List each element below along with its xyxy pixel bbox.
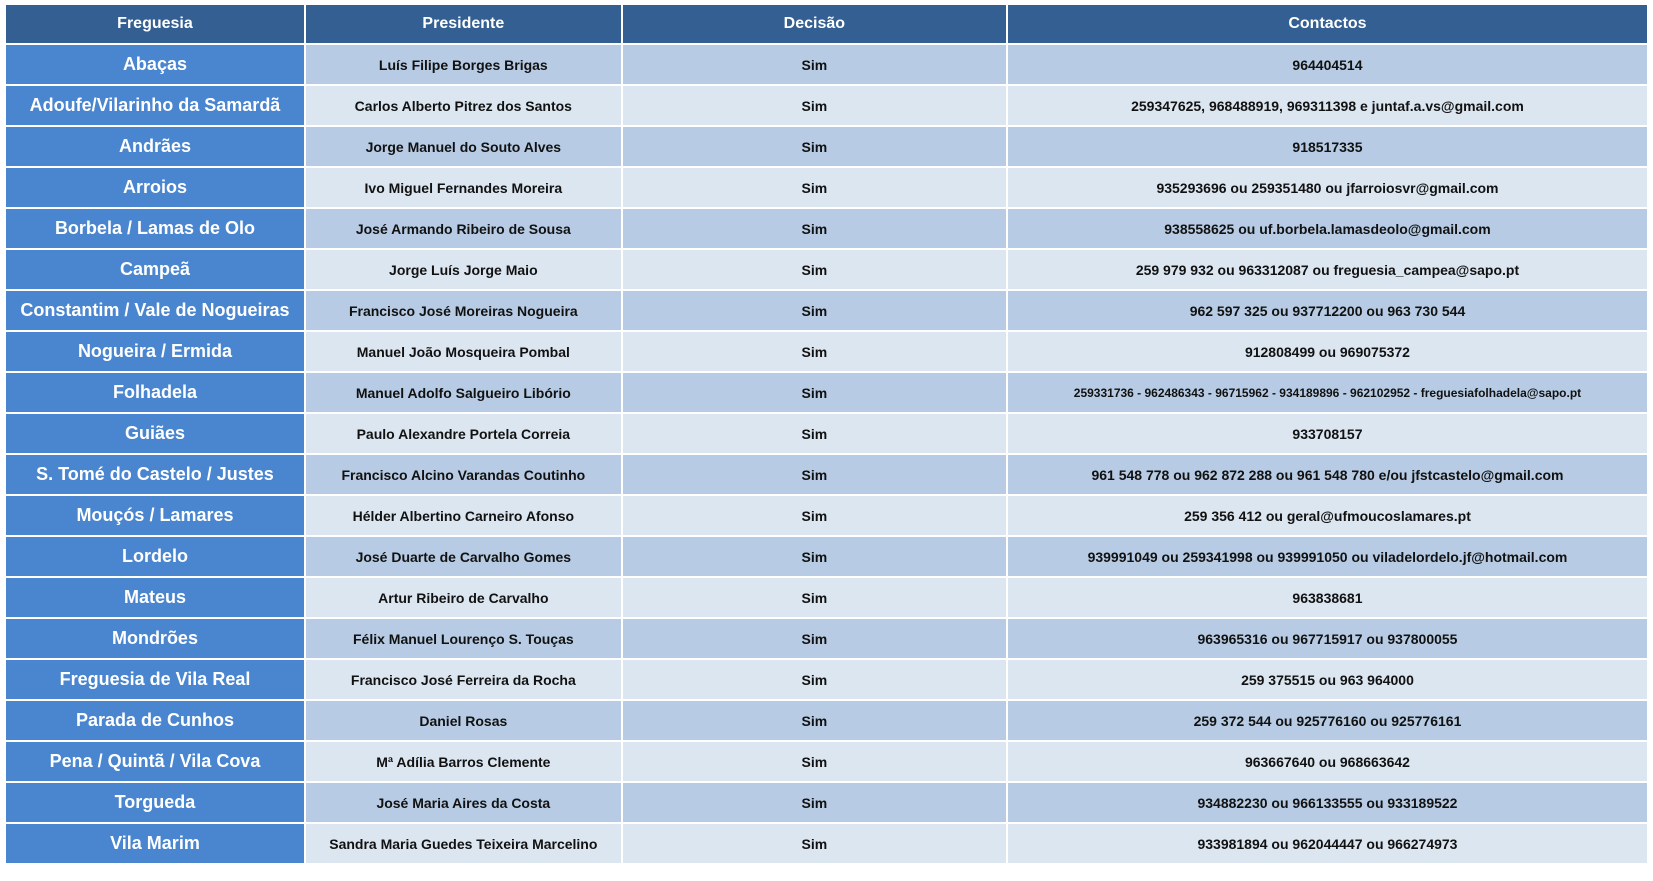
presidente-cell: Paulo Alexandre Portela Correia: [306, 414, 621, 453]
freguesia-cell: Lordelo: [6, 537, 304, 576]
decisao-cell: Sim: [623, 619, 1006, 658]
decisao-cell: Sim: [623, 86, 1006, 125]
freguesia-cell: Abaças: [6, 45, 304, 84]
freguesia-cell: Mouçós / Lamares: [6, 496, 304, 535]
decisao-cell: Sim: [623, 537, 1006, 576]
table-row: [6, 291, 1647, 330]
contactos-cell: 962 597 325 ou 937712200 ou 963 730 544: [1008, 291, 1647, 330]
decisao-cell: Sim: [623, 496, 1006, 535]
freguesia-cell: Campeã: [6, 250, 304, 289]
freguesia-cell: Vila Marim: [6, 824, 304, 863]
header-decisao: Decisão: [623, 5, 1006, 43]
presidente-cell: Ivo Miguel Fernandes Moreira: [306, 168, 621, 207]
table-row: [6, 742, 1647, 781]
contactos-cell: 933708157: [1008, 414, 1647, 453]
header-freguesia: Freguesia: [6, 5, 304, 43]
freguesia-cell: Pena / Quintã / Vila Cova: [6, 742, 304, 781]
decisao-cell: Sim: [623, 660, 1006, 699]
contactos-cell: 259331736 - 962486343 - 96715962 - 934189896 - 962102952 - freguesiafolhadela@sapo.pt: [1008, 373, 1647, 412]
table-row: [6, 209, 1647, 248]
decisao-cell: Sim: [623, 168, 1006, 207]
table-row: [6, 168, 1647, 207]
table-row: [6, 45, 1647, 84]
presidente-cell: Hélder Albertino Carneiro Afonso: [306, 496, 621, 535]
table-row: [6, 824, 1647, 863]
table-row: [6, 332, 1647, 371]
table-row: [6, 619, 1647, 658]
presidente-cell: Jorge Luís Jorge Maio: [306, 250, 621, 289]
presidente-cell: Manuel Adolfo Salgueiro Libório: [306, 373, 621, 412]
decisao-cell: Sim: [623, 45, 1006, 84]
presidente-cell: Francisco José Moreiras Nogueira: [306, 291, 621, 330]
decisao-cell: Sim: [623, 373, 1006, 412]
presidente-cell: Jorge Manuel do Souto Alves: [306, 127, 621, 166]
contactos-cell: 918517335: [1008, 127, 1647, 166]
freguesia-cell: Parada de Cunhos: [6, 701, 304, 740]
contactos-cell: 259 356 412 ou geral@ufmoucoslamares.pt: [1008, 496, 1647, 535]
contactos-cell: 963667640 ou 968663642: [1008, 742, 1647, 781]
decisao-cell: Sim: [623, 783, 1006, 822]
presidente-cell: Francisco Alcino Varandas Coutinho: [306, 455, 621, 494]
decisao-cell: Sim: [623, 701, 1006, 740]
decisao-cell: Sim: [623, 332, 1006, 371]
presidente-cell: Carlos Alberto Pitrez dos Santos: [306, 86, 621, 125]
presidente-cell: Daniel Rosas: [306, 701, 621, 740]
table-row: [6, 537, 1647, 576]
contactos-cell: 259 372 544 ou 925776160 ou 925776161: [1008, 701, 1647, 740]
presidente-cell: Francisco José Ferreira da Rocha: [306, 660, 621, 699]
freguesia-cell: Borbela / Lamas de Olo: [6, 209, 304, 248]
decisao-cell: Sim: [623, 291, 1006, 330]
table-row: [6, 373, 1647, 412]
contactos-cell: 935293696 ou 259351480 ou jfarroiosvr@gmail.com: [1008, 168, 1647, 207]
contactos-cell: 961 548 778 ou 962 872 288 ou 961 548 780 e/ou jfstcastelo@gmail.com: [1008, 455, 1647, 494]
presidente-cell: José Armando Ribeiro de Sousa: [306, 209, 621, 248]
contactos-cell: 934882230 ou 966133555 ou 933189522: [1008, 783, 1647, 822]
presidente-cell: Manuel João Mosqueira Pombal: [306, 332, 621, 371]
contactos-cell: 964404514: [1008, 45, 1647, 84]
table-row: [6, 86, 1647, 125]
presidente-cell: Félix Manuel Lourenço S. Touças: [306, 619, 621, 658]
table-row: [6, 250, 1647, 289]
contactos-cell: 912808499 ou 969075372: [1008, 332, 1647, 371]
table-row: [6, 660, 1647, 699]
decisao-cell: Sim: [623, 742, 1006, 781]
presidente-cell: Sandra Maria Guedes Teixeira Marcelino: [306, 824, 621, 863]
table-row: [6, 455, 1647, 494]
table-row: [6, 127, 1647, 166]
decisao-cell: Sim: [623, 209, 1006, 248]
freguesia-cell: Nogueira / Ermida: [6, 332, 304, 371]
presidente-cell: José Maria Aires da Costa: [306, 783, 621, 822]
table-row: [6, 783, 1647, 822]
presidente-cell: Mª Adília Barros Clemente: [306, 742, 621, 781]
freguesia-cell: Mondrões: [6, 619, 304, 658]
decisao-cell: Sim: [623, 455, 1006, 494]
freguesia-cell: Torgueda: [6, 783, 304, 822]
decisao-cell: Sim: [623, 578, 1006, 617]
table-row: [6, 578, 1647, 617]
freguesia-cell: Andrães: [6, 127, 304, 166]
contactos-cell: 963838681: [1008, 578, 1647, 617]
decisao-cell: Sim: [623, 250, 1006, 289]
contactos-cell: 259 375515 ou 963 964000: [1008, 660, 1647, 699]
freguesia-cell: Mateus: [6, 578, 304, 617]
decisao-cell: Sim: [623, 414, 1006, 453]
freguesia-cell: Adoufe/Vilarinho da Samardã: [6, 86, 304, 125]
decisao-cell: Sim: [623, 127, 1006, 166]
table-row: [6, 414, 1647, 453]
presidente-cell: Luís Filipe Borges Brigas: [306, 45, 621, 84]
contactos-cell: 963965316 ou 967715917 ou 937800055: [1008, 619, 1647, 658]
freguesia-cell: S. Tomé do Castelo / Justes: [6, 455, 304, 494]
presidente-cell: José Duarte de Carvalho Gomes: [306, 537, 621, 576]
header-row: [6, 5, 1647, 43]
table-row: [6, 496, 1647, 535]
freguesia-cell: Freguesia de Vila Real: [6, 660, 304, 699]
contactos-cell: 939991049 ou 259341998 ou 939991050 ou viladelordelo.jf@hotmail.com: [1008, 537, 1647, 576]
table-body: [6, 45, 1647, 863]
freguesia-cell: Folhadela: [6, 373, 304, 412]
contactos-cell: 259 979 932 ou 963312087 ou freguesia_campea@sapo.pt: [1008, 250, 1647, 289]
contactos-cell: 933981894 ou 962044447 ou 966274973: [1008, 824, 1647, 863]
header-contactos: Contactos: [1008, 5, 1647, 43]
freguesias-table: [4, 3, 1649, 865]
contactos-cell: 259347625, 968488919, 969311398 e juntaf.a.vs@gmail.com: [1008, 86, 1647, 125]
decisao-cell: Sim: [623, 824, 1006, 863]
header-presidente: Presidente: [306, 5, 621, 43]
freguesia-cell: Constantim / Vale de Nogueiras: [6, 291, 304, 330]
contactos-cell: 938558625 ou uf.borbela.lamasdeolo@gmail.com: [1008, 209, 1647, 248]
table-row: [6, 701, 1647, 740]
freguesia-cell: Arroios: [6, 168, 304, 207]
freguesia-cell: Guiães: [6, 414, 304, 453]
presidente-cell: Artur Ribeiro de Carvalho: [306, 578, 621, 617]
